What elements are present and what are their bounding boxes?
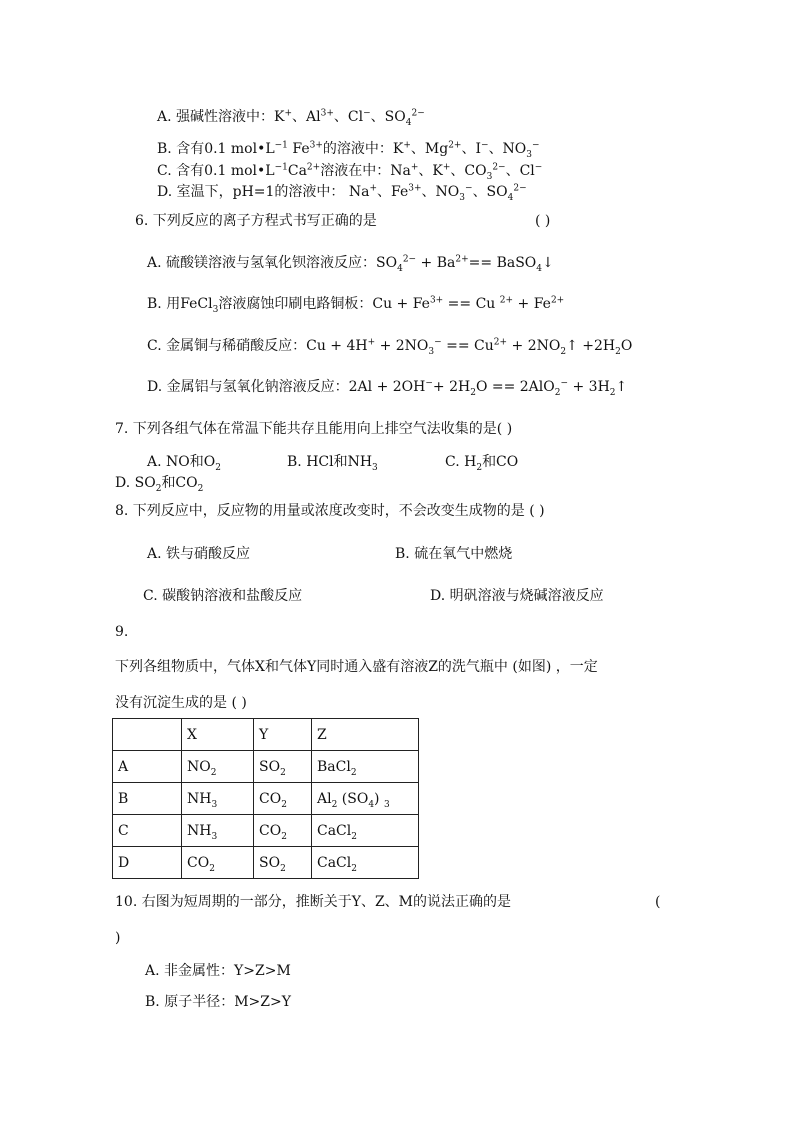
q8-option-a: A. 铁与硝酸反应	[147, 546, 251, 562]
q10-option-b: B. 原子半径：M>Z>Y	[145, 994, 291, 1010]
cell-z: CaCl$_2$	[312, 847, 419, 879]
table-row	[113, 847, 419, 879]
q6-stem: 6. 下列反应的离子方程式书写正确的是	[135, 213, 377, 229]
table-header-cell	[113, 719, 182, 751]
table-header-cell: X	[182, 719, 254, 751]
cell-y: $CO_2$	[254, 815, 312, 847]
q8-option-d: D. 明矾溶液与烧碱溶液反应	[430, 588, 604, 604]
q5-option-b: B. 含有0.1 $mol•L^{-1}$ $Fe^{3+}$的溶液中：K+、$Mg^{2+}$、I−、$NO_3^-$	[157, 140, 540, 160]
row-label: A	[113, 751, 182, 783]
table-header-cell: Y	[254, 719, 312, 751]
q10-paren-open: (	[655, 894, 661, 910]
row-label: C	[113, 815, 182, 847]
q7-option-c: C. $H_2$和CO	[445, 454, 519, 473]
q10-option-a: A. 非金属性：Y>Z>M	[145, 963, 291, 979]
q7-option-b: B. HCl和$NH_3$	[287, 454, 378, 473]
table-row	[113, 783, 419, 815]
q8-option-c: C. 碳酸钠溶液和盐酸反应	[143, 588, 303, 604]
row-label: B	[113, 783, 182, 815]
q6-option-b: B. 用FeCl$_3$溶液腐蚀印刷电路铜板：$Cu + Fe^{3+} == Cu$ $^{2+} + Fe^{2+}$	[147, 295, 565, 315]
q9-stem-line2: 没有沉淀生成的是 ( )	[115, 695, 247, 711]
cell-x: $CO_2$	[182, 847, 254, 879]
table-header-row	[113, 719, 419, 751]
cell-y: $CO_2$	[254, 783, 312, 815]
cell-x: $NO_2$	[182, 751, 254, 783]
cell-y: $SO_2$	[254, 751, 312, 783]
cell-x: $NH_3$	[182, 815, 254, 847]
q5-option-a: A. 强碱性溶液中：K+、$Al^{3+}$、Cl−、$SO_4^{2-}$	[157, 108, 425, 128]
q7-option-d: D. $SO_2$和$CO_2$	[115, 475, 204, 494]
q9-table	[112, 718, 419, 879]
table-row	[113, 751, 419, 783]
row-label: D	[113, 847, 182, 879]
q10-stem: 10. 右图为短周期的一部分，推断关于Y、Z、M的说法正确的是	[115, 894, 512, 910]
q7-option-a: A. NO和$O_2$	[147, 454, 221, 473]
q7-stem: 7. 下列各组气体在常温下能共存且能用向上排空气法收集的是( )	[115, 421, 513, 437]
cell-z: $Al_2$ $(SO_4)$ $_3$	[312, 783, 419, 815]
q6-option-d: D. 金属铝与氢氧化钠溶液反应：$2Al + 2OH^-+ 2H_2O == 2AlO_2^-$ + $3H_2↑$	[147, 378, 628, 398]
q5-option-c: C. 含有0.1 $mol•L^{-1}Ca^{2+}$溶液在中：Na+、K+、$CO_3^{2-}$、Cl−	[157, 162, 543, 182]
cell-y: $SO_2$	[254, 847, 312, 879]
table-header-cell: Z	[312, 719, 419, 751]
q6-answer-paren: ( )	[535, 213, 551, 229]
q9-number: 9.	[115, 624, 129, 640]
q6-option-a: A. 硫酸镁溶液与氢氧化钡溶液反应：$SO_4^{2-} + Ba^{2+}==$ BaSO$_4$↓	[147, 254, 554, 274]
table-row	[113, 815, 419, 847]
q10-paren-close: )	[115, 930, 121, 946]
q5-option-d: D. 室温下，pH=1的溶液中： Na+、$Fe^{3+}$、$NO_3^-$、$SO_4^{2-}$	[157, 183, 527, 203]
cell-z: BaCl$_2$	[312, 751, 419, 783]
q8-option-b: B. 硫在氧气中燃烧	[395, 546, 513, 562]
cell-z: CaCl$_2$	[312, 815, 419, 847]
q8-stem: 8. 下列反应中，反应物的用量或浓度改变时，不会改变生成物的是 ( )	[115, 503, 545, 519]
cell-x: $NH_3$	[182, 783, 254, 815]
q9-stem-line1: 下列各组物质中，气体X和气体Y同时通入盛有溶液Z的洗气瓶中 (如图) ，一定	[115, 659, 598, 675]
q6-option-c: C. 金属铜与稀硝酸反应：$Cu + 4H^+ + 2NO_3^- == Cu^{2+}$ + $2NO_2↑ +2H_2O$	[147, 337, 633, 357]
